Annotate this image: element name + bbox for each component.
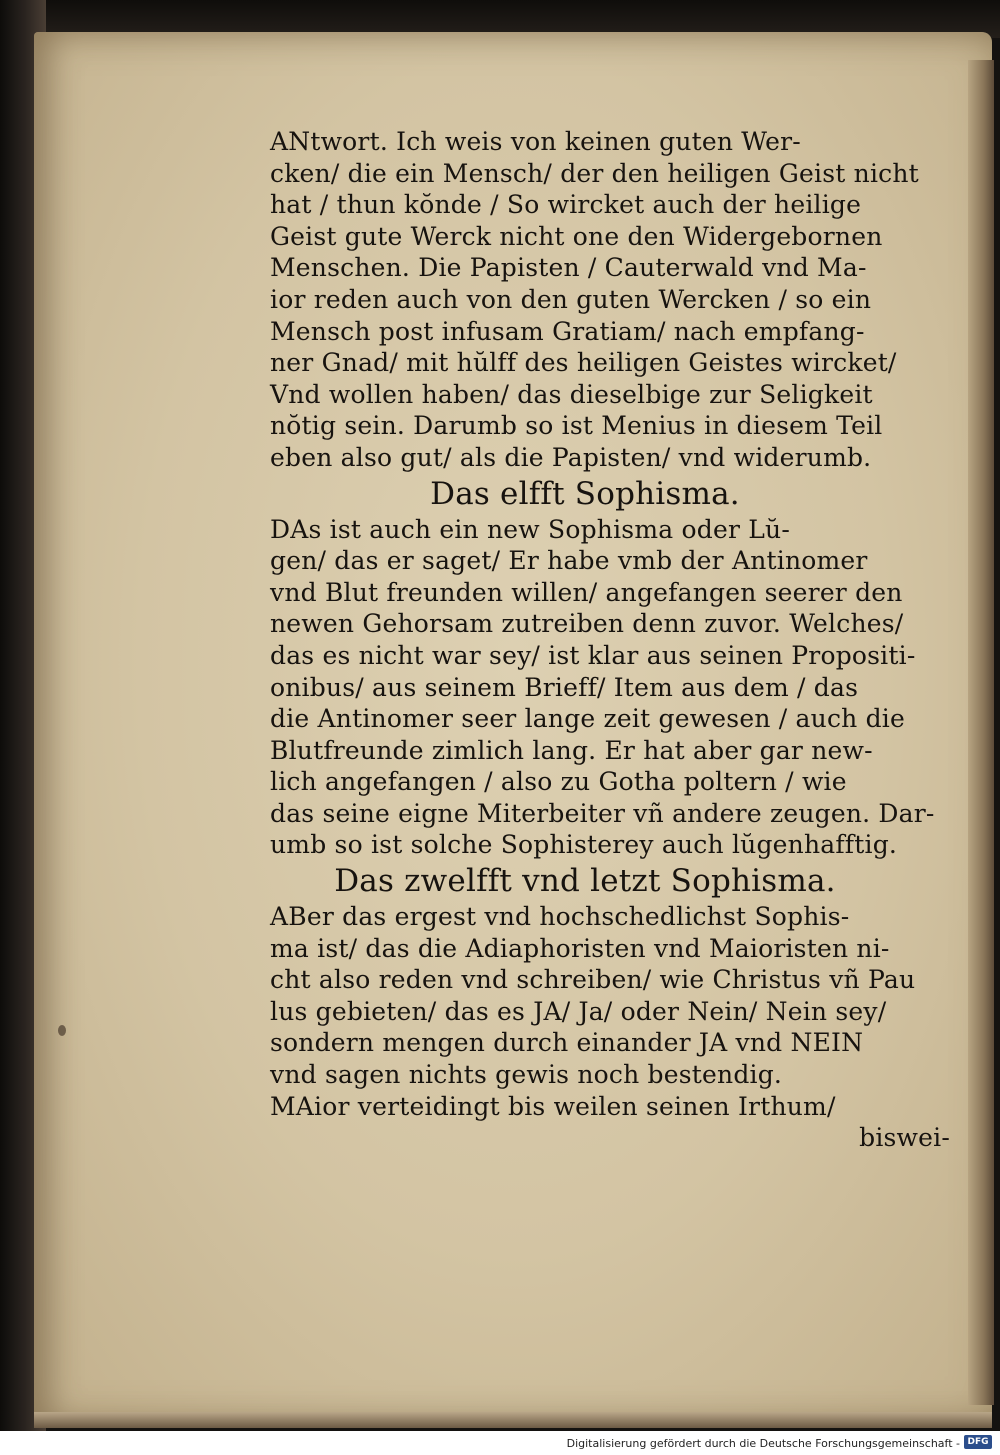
text-line: ior reden auch von den guten Wercken / so ein [270,284,872,314]
text-line: lich angefangen / also zu Gotha poltern / wie [270,767,847,797]
page-edge-bottom [34,1412,992,1428]
section-heading-twelfth: Das zwelfft vnd letzt Sophisma. [334,863,836,900]
paragraph-eleventh-sophisma [270,514,960,862]
text-line: das es nicht war sey/ ist klar aus seinen Propositi- [270,640,916,670]
text-line: eben also gut/ als die Papisten/ vnd widerumb. [270,442,872,472]
text-line: onibus/ aus seinem Brieff/ Item aus dem / das [270,672,859,702]
text-line: ma ist/ das die Adiaphoristen vnd Maioristen ni- [270,933,890,963]
text-line: ABer das ergest vnd hochschedlichst Sophis- [270,902,850,932]
text-line: Mensch post infusam Gratiam/ nach empfang- [270,316,865,346]
text-line: vnd Blut freunden willen/ angefangen seerer den [270,577,903,607]
text-line: lus gebieten/ das es JA/ Ja/ oder Nein/ Nein sey/ [270,996,887,1026]
text-line: Geist gute Werck nicht one den Widergebornen [270,221,883,251]
page-edge-right [968,60,994,1405]
text-line: MAior verteidingt bis weilen seinen Irthum/ [270,1091,836,1121]
text-line: Menschen. Die Papisten / Cauterwald vnd Ma- [270,253,867,283]
text-line: DAs ist auch ein new Sophisma oder Lŭ- [270,514,790,544]
dfg-logo: DFG [964,1435,992,1449]
text-line: hat / thun kŏnde / So wircket auch der heilige [270,190,862,220]
text-line: ANtwort. Ich weis von keinen guten Wer- [270,127,801,156]
page-text [270,126,960,1154]
text-line: Blutfreunde zimlich lang. Er hat aber gar new- [270,735,873,765]
text-line: cken/ die ein Mensch/ der den heiligen Geist nicht [270,158,919,188]
text-line: umb so ist solche Sophisterey auch lŭgenhafftig. [270,830,898,860]
ink-blot [58,1025,66,1036]
funding-credit: Digitalisierung gefördert durch die Deutsche Forschungsgemeinschaft - [566,1437,960,1450]
paragraph-twelfth-sophisma [270,901,960,1122]
text-line: ner Gnad/ mit hŭlff des heiligen Geistes wircket/ [270,348,897,378]
text-line: cht also reden vnd schreiben/ wie Christus vñ Pau [270,965,916,995]
text-line: Vnd wollen haben/ das dieselbige zur Seligkeit [270,379,873,409]
paragraph-answer [270,126,960,474]
catchword: biswei- [859,1123,950,1153]
text-line: die Antinomer seer lange zeit gewesen / auch die [270,704,905,734]
text-line: sondern mengen durch einander JA vnd NEIN [270,1028,864,1058]
text-line: gen/ das er saget/ Er habe vmb der Antinomer [270,546,868,576]
text-line: das seine eigne Miterbeiter vñ andere zeugen. Dar- [270,798,935,828]
text-line: newen Gehorsam zutreiben denn zuvor. Welches/ [270,609,904,639]
text-line: nŏtig sein. Darumb so ist Menius in diesem Teil [270,411,883,441]
section-heading-eleventh: Das elfft Sophisma. [430,475,740,512]
text-line: vnd sagen nichts gewis noch bestendig. [270,1060,783,1090]
